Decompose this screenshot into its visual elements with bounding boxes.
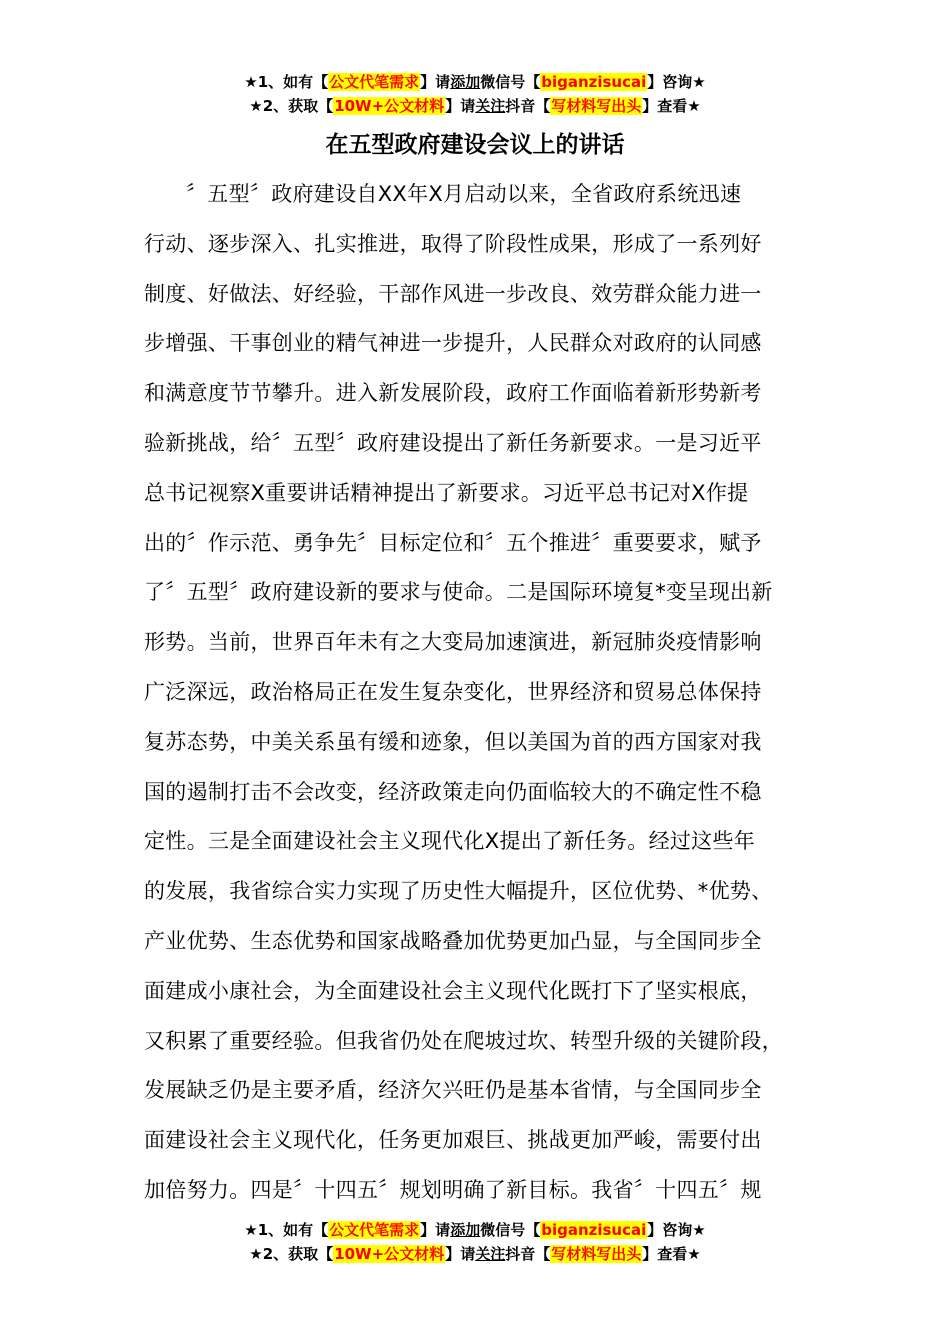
promo-text: 】咨询★	[647, 1221, 706, 1239]
body-line: 行动、逐步深入、扎实推进，取得了阶段性成果，形成了一系列好	[144, 231, 762, 256]
body-line: 广泛深远，政治格局正在发生复杂变化，世界经济和贸易总体保持	[144, 679, 762, 704]
body-line: 出的〞作示范、勇争先〞目标定位和〞五个推进〞重要要求，赋予	[144, 530, 762, 555]
promo-underline-add: 添加	[450, 1221, 481, 1239]
promo-line-2	[0, 94, 950, 118]
promo-text: ★2、获取【	[249, 97, 334, 115]
body-line: 形势。当前，世界百年未有之大变局加速演进，新冠肺炎疫情影响	[144, 630, 762, 655]
promo-text: 】请	[420, 73, 451, 91]
promo-highlight-ghostwriting: 公文代笔需求	[329, 1221, 420, 1239]
promo-text: 】查看★	[642, 1245, 701, 1263]
body-line: 制度、好做法、好经验，干部作风进一步改良、效劳群众能力进一	[144, 281, 762, 306]
promo-text: 微信号【	[480, 73, 541, 91]
promo-text: 】查看★	[642, 97, 701, 115]
body-line: 发展缺乏仍是主要矛盾，经济欠兴旺仍是基本省情，与全国同步全	[144, 1078, 762, 1103]
promo-text: ★2、获取【	[249, 1245, 334, 1263]
promo-highlight-wechat-id: biganzisucai	[541, 1221, 647, 1239]
promo-line-1	[0, 1218, 950, 1242]
body-line: 定性。三是全面建设社会主义现代化X提出了新任务。经过这些年	[144, 829, 756, 854]
body-line: 和满意度节节攀升。进入新发展阶段，政府工作面临着新形势新考	[144, 381, 762, 406]
promo-text: 】请	[420, 1221, 451, 1239]
body-line: 〞五型〞政府建设自XX年X月启动以来，全省政府系统迅速	[186, 182, 742, 206]
promo-line-1	[0, 70, 950, 94]
promo-highlight-douyin: 写材料写出头	[551, 97, 642, 115]
promo-highlight-wechat-id: biganzisucai	[541, 73, 647, 91]
promo-text: 抖音【	[505, 1245, 551, 1263]
body-line: 验新挑战，给〞五型〞政府建设提出了新任务新要求。一是习近平	[144, 430, 762, 455]
promo-highlight-douyin: 写材料写出头	[551, 1245, 642, 1263]
promo-footer	[0, 1218, 950, 1266]
body-line: 面建设社会主义现代化，任务更加艰巨、挑战更加严峻，需要付出	[144, 1128, 762, 1153]
body-line: 总书记视察X重要讲话精神提出了新要求。习近平总书记对X作提	[144, 480, 749, 505]
promo-underline-add: 添加	[450, 73, 481, 91]
body-line: 又积累了重要经验。但我省仍处在爬坡过坎、转型升级的关键阶段，	[144, 1028, 783, 1053]
promo-text: 】咨询★	[647, 73, 706, 91]
promo-line-2	[0, 1242, 950, 1266]
body-line: 步增强、干事创业的精气神进一步提升，人民群众对政府的认同感	[144, 331, 762, 356]
body-line: 面建成小康社会，为全面建设社会主义现代化既打下了坚实根底，	[144, 978, 762, 1003]
document-body	[144, 170, 834, 1216]
promo-text: 】请	[445, 97, 476, 115]
promo-underline-follow: 关注	[475, 1245, 506, 1263]
promo-text: 微信号【	[480, 1221, 541, 1239]
promo-highlight-materials: 10W+公文材料	[334, 1245, 445, 1263]
body-line: 的发展，我省综合实力实现了历史性大幅提升，区位优势、*优势、	[144, 879, 773, 904]
document-title: 在五型政府建设会议上的讲话	[325, 132, 625, 158]
promo-text: 】请	[445, 1245, 476, 1263]
promo-header	[0, 70, 950, 118]
promo-underline-follow: 关注	[475, 97, 506, 115]
body-line: 产业优势、生态优势和国家战略叠加优势更加凸显，与全国同步全	[144, 928, 762, 953]
body-line: 复苏态势，中美关系虽有缓和迹象，但以美国为首的西方国家对我	[144, 729, 762, 754]
promo-text: 抖音【	[505, 97, 551, 115]
body-line: 了〞五型〞政府建设新的要求与使命。二是国际环境复*变呈现出新	[144, 580, 773, 605]
promo-text: ★1、如有【	[244, 1221, 329, 1239]
promo-text: ★1、如有【	[244, 73, 329, 91]
promo-highlight-materials: 10W+公文材料	[334, 97, 445, 115]
promo-highlight-ghostwriting: 公文代笔需求	[329, 73, 420, 91]
body-line: 加倍努力。四是〞十四五〞规划明确了新目标。我省〞十四五〞规	[144, 1177, 762, 1202]
body-line: 国的遏制打击不会改变，经济政策走向仍面临较大的不确定性不稳	[144, 779, 762, 804]
